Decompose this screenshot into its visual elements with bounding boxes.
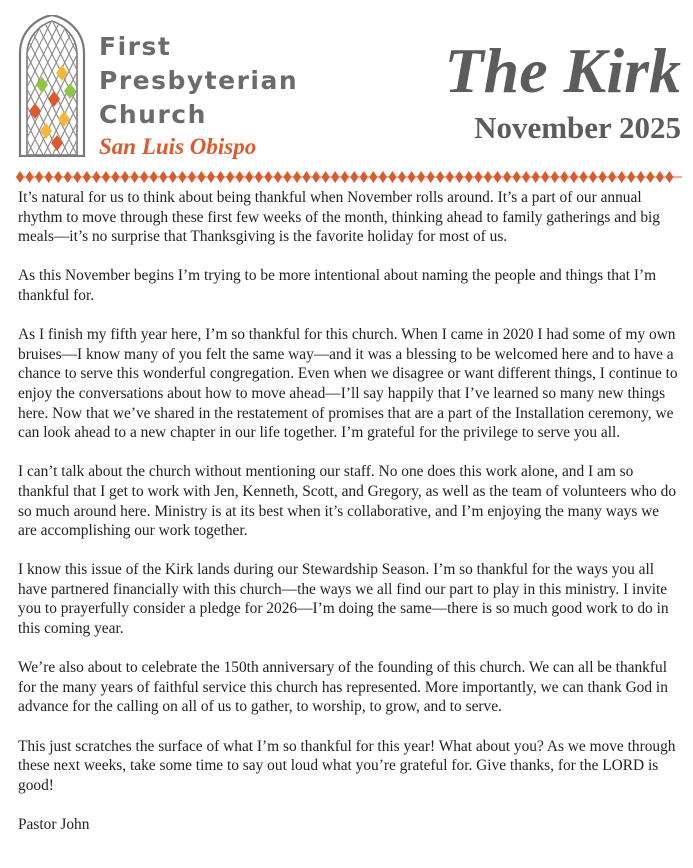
border-diamond [83,171,91,183]
border-diamond [494,171,502,183]
border-diamond [369,171,377,183]
border-diamond [169,171,177,183]
letter-paragraph-2: As this November begins I’m trying to be more intentional about naming the people and things that I’m thankful for. [18,267,657,304]
border-diamond [283,171,291,183]
border-diamond [226,171,234,183]
border-diamond [656,171,664,183]
border-diamond [245,171,253,183]
letter-paragraph-6: We’re also about to celebrate the 150th anniversary of the founding of this church. We can all be thankful for the many years of faithful service this church has represented. More importantly, we can thank God in advance for the calling on all of us to gather, to worship, to grow, and to serve. [18,659,668,716]
border-diamond [236,171,244,183]
church-city: San Luis Obispo [99,134,257,159]
border-diamond [45,171,53,183]
border-diamond [150,171,158,183]
border-diamond [131,171,139,183]
diamond-border-divider [16,171,682,183]
border-diamond [188,171,196,183]
letter-paragraph-1: It’s natural for us to think about being thankful when November rolls around. It’s a part of our annual rhythm to move through these first few weeks of the month, thinking ahead to family gatherings and big meals—it’s no surprise that Thanksgiving is the favorite holiday for most of us. [18,189,660,246]
border-diamond [217,171,225,183]
border-diamond [465,171,473,183]
letter-paragraph-7: This just scratches the surface of what I’m so thankful for this year! What about you? As we move through these next weeks, take some time to say out loud what you’re grateful for. Give thanks, for the LORD is good! [18,737,676,794]
border-diamond [54,171,62,183]
pastor-letter [18,188,680,835]
border-diamond [408,171,416,183]
border-diamond [417,171,425,183]
border-diamond [140,171,148,183]
border-diamond [579,171,587,183]
border-diamond [570,171,578,183]
border-diamond [64,171,72,183]
border-diamond [551,171,559,183]
letter-signature: Pastor John [18,816,90,833]
border-diamond [398,171,406,183]
border-diamond [560,171,568,183]
border-diamond [446,171,454,183]
border-diamond [618,171,626,183]
border-diamond [92,171,100,183]
border-diamond [646,171,654,183]
border-diamond [73,171,81,183]
border-diamond [112,171,120,183]
border-diamond [427,171,435,183]
border-diamond [303,171,311,183]
border-diamond [484,171,492,183]
masthead [0,0,693,168]
church-name [99,30,298,132]
stained-glass-window-icon [17,15,87,157]
church-name-line-2: Presbyterian [99,66,299,95]
border-diamond [102,171,110,183]
border-diamond [35,171,43,183]
border-diamond [627,171,635,183]
border-diamond [436,171,444,183]
church-name-line-1: First [99,32,172,61]
border-diamond [532,171,540,183]
newsletter-title: The Kirk [444,35,681,106]
border-diamond [312,171,320,183]
border-diamond [331,171,339,183]
border-diamond [322,171,330,183]
border-diamond [274,171,282,183]
border-diamond [589,171,597,183]
border-diamond [360,171,368,183]
border-diamond [379,171,387,183]
border-diamond [637,171,645,183]
border-diamond [293,171,301,183]
letter-paragraph-5: I know this issue of the Kirk lands during our Stewardship Season. I’m so thankful for the ways you all have partnered financially with this church—the ways we all find our part to play in this ministry. I invite you to prayerfully consider a pledge for 2026—I’m doing the same—there is so much good work to do in this coming year. [18,561,669,638]
border-diamond [264,171,272,183]
issue-date: November 2025 [474,110,681,145]
letter-paragraph-4: I can’t talk about the church without mentioning our staff. No one does this work alone, and I am so thankful that I get to work with Jen, Kenneth, Scott, and Gregory, as well as the team of volunteers who do so much around here. Ministry is at its best when it’s collaborative, and I’m enjoying the many ways we are accomplishing our work together. [18,463,677,540]
border-diamond [522,171,530,183]
border-diamond [350,171,358,183]
border-diamond [513,171,521,183]
border-diamond [474,171,482,183]
border-diamond [455,171,463,183]
border-diamond [159,171,167,183]
border-diamond [388,171,396,183]
border-diamond [16,171,24,183]
border-diamond [608,171,616,183]
border-diamond [178,171,186,183]
border-diamond [121,171,129,183]
border-diamond [599,171,607,183]
border-diamond [541,171,549,183]
border-diamond [26,171,34,183]
border-diamond [197,171,205,183]
border-diamond [665,171,673,183]
border-diamond [341,171,349,183]
border-diamond [503,171,511,183]
church-name-line-3: Church [99,100,207,129]
letter-paragraph-3: As I finish my fifth year here, I’m so thankful for this church. When I came in 2020 I had some of my own bruises—I know many of you felt the same way—and it was a blessing to be welcomed here and to have a chance to serve this wonderful congregation. Even when we disagree or want different things, I continue to enjoy the conversations about how to move ahead—I’ll say happily that I’ve learned so many new things here. Now that we’ve shared in the restatement of promises that are a part of the Installation ceremony, we can look ahead to a new chapter in our life together. I’m grateful for the privilege to serve you all. [18,326,678,442]
border-diamond [255,171,263,183]
border-diamond [207,171,215,183]
